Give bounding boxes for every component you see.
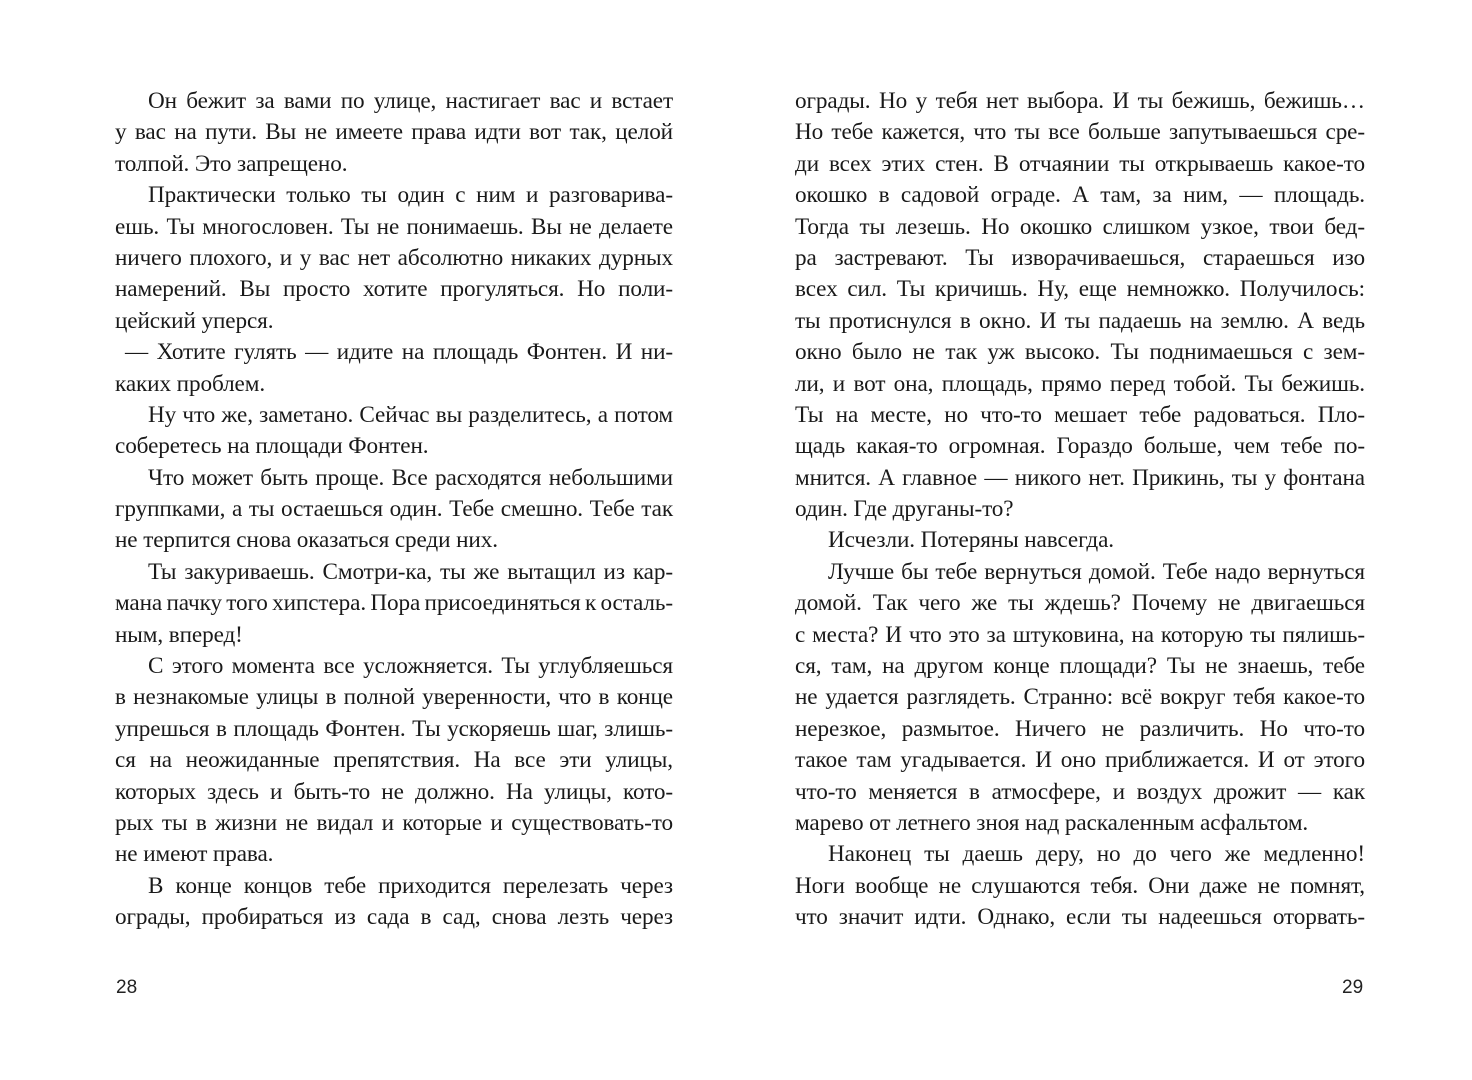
text-line: окно было не так уж высоко. Ты поднимаешься с зем-: [795, 339, 1365, 366]
text-line: мана пачку того хипстера. Пора присоединяться к осталь-: [115, 590, 673, 617]
text-line: — Хотите гулять — идите на площадь Фонтен. И ни-: [125, 339, 673, 366]
page-number-left: 28: [116, 977, 138, 998]
text-line: ешь. Ты многословен. Ты не понимаешь. Вы не делаете: [115, 213, 673, 240]
text-line: Но тебе кажется, что ты все больше запутываешься сре-: [795, 119, 1365, 146]
text-line: ся на неожиданные препятствия. На все эти улицы,: [115, 747, 673, 774]
text-line: не имеют права.: [115, 841, 274, 868]
right-page: [736, 0, 1472, 1080]
text-line: что значит идти. Однако, если ты надеешься оторвать-: [795, 904, 1365, 931]
text-line: группками, а ты остаешься один. Тебе смешно. Тебе так: [115, 496, 673, 523]
text-line: в незнакомые улицы в полной уверенности, что в конце: [115, 684, 673, 711]
text-line: Исчезли. Потеряны навсегда.: [828, 527, 1114, 554]
text-line: Ну что же, заметано. Сейчас вы разделитесь, а потом: [148, 401, 673, 428]
text-line: всех сил. Ты кричишь. Ну, еще немножко. Получилось:: [795, 276, 1365, 303]
text-line: такое там угадывается. И оно приближается. И от этого: [795, 747, 1365, 774]
text-line: Практически только ты один с ним и разговарива-: [148, 182, 673, 209]
text-line: упрешься в площадь Фонтен. Ты ускоряешь шаг, злишь-: [115, 715, 673, 742]
text-line: Ноги вообще не слушаются тебя. Они даже не помнят,: [795, 872, 1365, 899]
text-line: Он бежит за вами по улице, настигает вас и встает: [148, 88, 673, 114]
text-line: которых здесь и быть-то не должно. На улицы, кото-: [115, 778, 673, 805]
text-line: Наконец ты даешь деру, но до чего же медленно!: [828, 841, 1365, 868]
text-line: ты протиснулся в окно. И ты падаешь на землю. А ведь: [795, 307, 1365, 334]
text-line: Что может быть проще. Все расходятся небольшими: [148, 464, 673, 491]
text-line: марево от летнего зноя над раскаленным асфальтом.: [795, 809, 1309, 836]
text-line: Тогда ты лезешь. Но окошко слишком узкое, твои бед-: [795, 213, 1365, 240]
text-line: не терпится снова оказаться среди них.: [115, 527, 498, 554]
text-line: Ты закуриваешь. Смотри-ка, ты же вытащил из кар-: [148, 558, 673, 585]
text-line: ным, вперед!: [115, 621, 243, 648]
text-line: ра застревают. Ты изворачиваешься, стараешься изо: [795, 244, 1365, 271]
text-line: ли, и вот она, площадь, прямо перед тобой. Ты бежишь.: [795, 370, 1365, 397]
page-number-right: 29: [1342, 977, 1364, 998]
text-line: у вас на пути. Вы не имеете права идти вот так, целой: [115, 119, 673, 146]
text-line: домой. Так чего же ты ждешь? Почему не двигаешься: [795, 590, 1365, 617]
left-page-text: [115, 86, 673, 934]
text-line: соберетесь на площади Фонтен.: [115, 433, 429, 460]
text-line: щадь какая-то огромная. Гораздо больше, чем тебе по-: [795, 433, 1365, 460]
text-line: нерезкое, размытое. Ничего не различить. Но что-то: [795, 715, 1365, 742]
text-line: с места? И что это за штуковина, на которую ты пялишь-: [795, 621, 1365, 648]
text-line: ди всех этих стен. В отчаянии ты открываешь какое-то: [795, 150, 1365, 177]
text-line: Лучше бы тебе вернуться домой. Тебе надо вернуться: [828, 558, 1365, 585]
text-line: ограды. Но у тебя нет выбора. И ты бежишь, бежишь…: [795, 88, 1365, 114]
text-line: толпой. Это запрещено.: [115, 150, 348, 177]
text-line: В конце концов тебе приходится перелезать через: [148, 872, 673, 899]
text-line: мнится. А главное — никого нет. Прикинь, ты у фонтана: [795, 464, 1365, 491]
text-line: окошко в садовой ограде. А там, за ним, — площадь.: [795, 182, 1365, 209]
text-line: намерений. Вы просто хотите прогуляться. Но поли-: [115, 276, 673, 303]
text-line: каких проблем.: [115, 370, 266, 397]
text-line: С этого момента все усложняется. Ты углубляешься: [148, 653, 673, 680]
text-line: ограды, пробираться из сада в сад, снова лезть через: [115, 904, 673, 931]
right-page-text: [795, 86, 1365, 934]
text-line: один. Где друганы-то?: [795, 496, 1014, 523]
text-line: рых ты в жизни не видал и которые и существовать-то: [115, 809, 673, 836]
text-line: цейский уперся.: [115, 307, 274, 334]
text-line: Ты на месте, но что-то мешает тебе радоваться. Пло-: [795, 401, 1365, 428]
text-line: что-то меняется в атмосфере, и воздух дрожит — как: [795, 778, 1365, 805]
text-line: ничего плохого, и у вас нет абсолютно никаких дурных: [115, 244, 673, 271]
text-line: не удается разглядеть. Странно: всё вокруг тебя какое-то: [795, 684, 1365, 711]
text-line: ся, там, на другом конце площади? Ты не знаешь, тебе: [795, 653, 1365, 680]
